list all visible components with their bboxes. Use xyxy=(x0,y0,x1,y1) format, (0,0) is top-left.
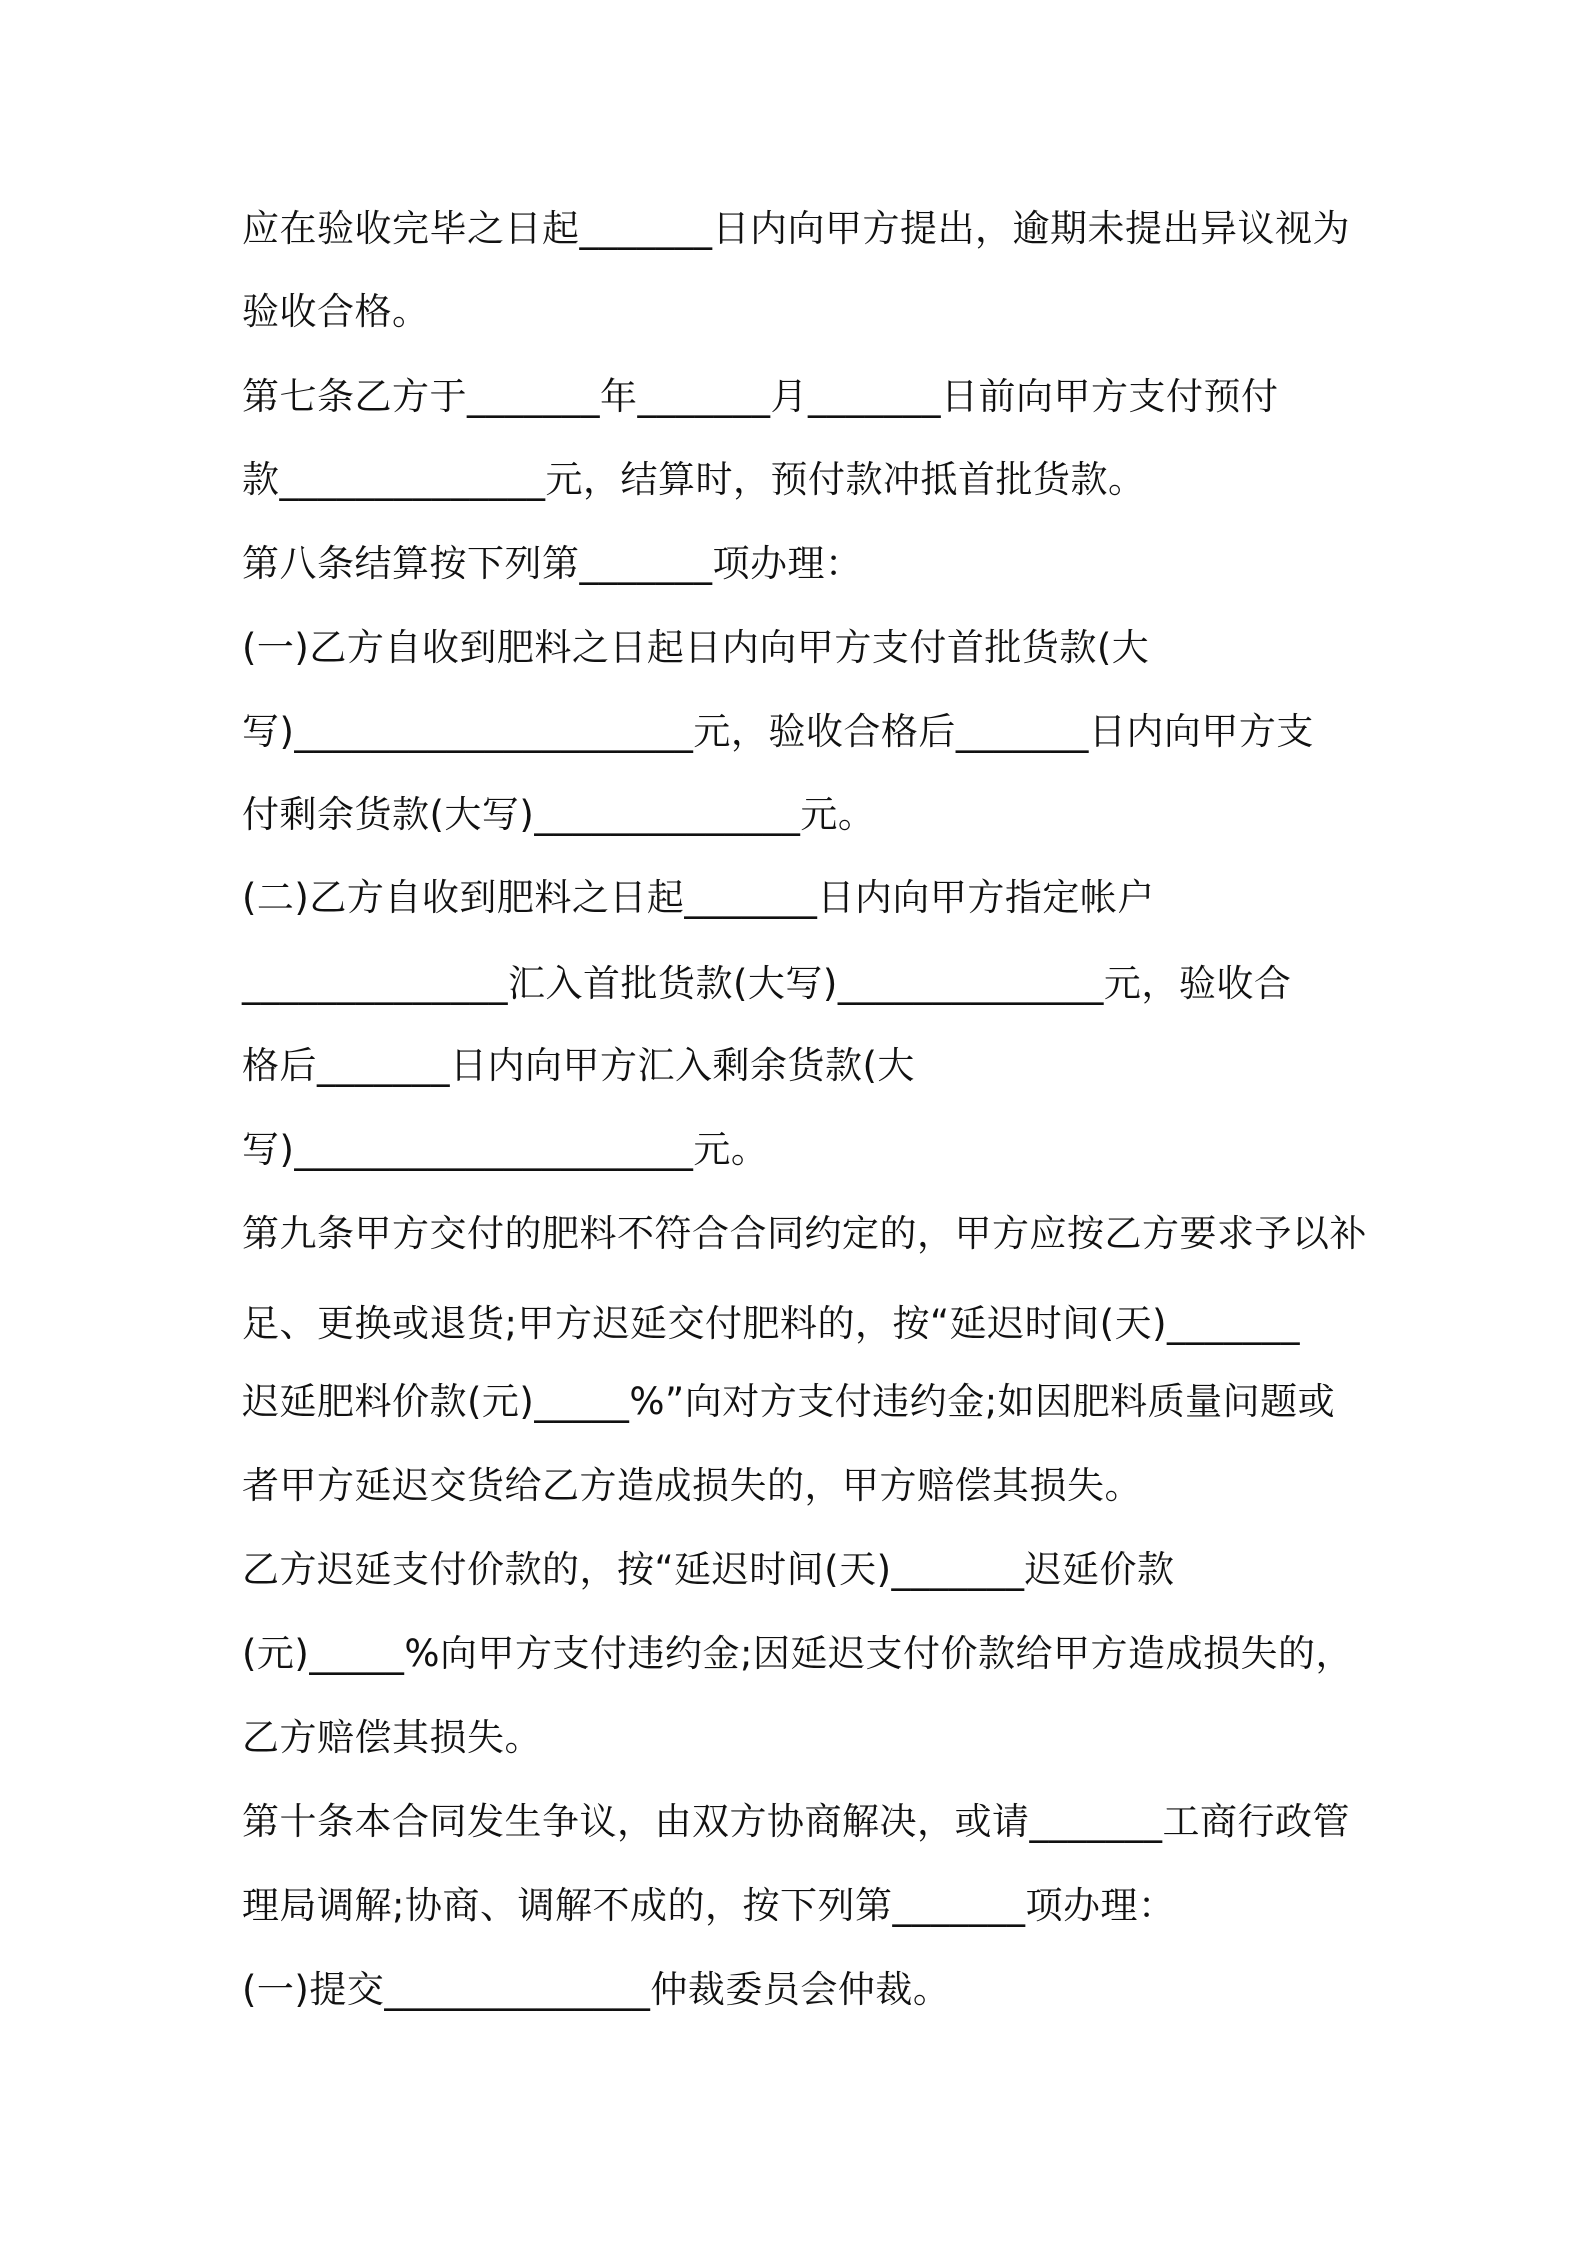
text-line: 迟延肥料价款(元)_____%”向对方支付违约金;如因肥料质量问题或 xyxy=(242,1380,1336,1423)
text-line: (一)提交______________仲裁委员会仲裁。 xyxy=(242,1968,951,2011)
text-line: 第七条乙方于_______年_______月_______日前向甲方支付预付 xyxy=(242,375,1279,418)
text-line: 写)_____________________元，验收合格后_______日内向甲方支 xyxy=(242,710,1314,753)
text-line: 乙方赔偿其损失。 xyxy=(242,1716,542,1759)
text-line: (元)_____%向甲方支付违约金;因延迟支付价款给甲方造成损失的， xyxy=(242,1632,1353,1675)
text-line: 理局调解;协商、调解不成的，按下列第_______项办理： xyxy=(242,1884,1176,1927)
text-line: 第八条结算按下列第_______项办理： xyxy=(242,542,863,585)
text-line: 写)_____________________元。 xyxy=(242,1128,769,1171)
text-line: (一)乙方自收到肥料之日起日内向甲方支付首批货款(大 xyxy=(242,626,1150,669)
text-line: ______________汇入首批货款(大写)______________元，验收合 xyxy=(242,962,1292,1005)
text-line: 第九条甲方交付的肥料不符合合同约定的，甲方应按乙方要求予以补 xyxy=(242,1212,1367,1255)
text-line: 乙方迟延支付价款的，按“延迟时间(天)_______迟延价款 xyxy=(242,1548,1175,1591)
text-line: 验收合格。 xyxy=(242,290,430,333)
text-line: (二)乙方自收到肥料之日起_______日内向甲方指定帐户 xyxy=(242,876,1155,919)
text-line: 第十条本合同发生争议，由双方协商解决，或请_______工商行政管 xyxy=(242,1800,1350,1843)
text-line: 者甲方延迟交货给乙方造成损失的，甲方赔偿其损失。 xyxy=(242,1464,1142,1507)
text-line: 款______________元，结算时，预付款冲抵首批货款。 xyxy=(242,458,1146,501)
text-line: 足、更换或退货;甲方迟延交付肥料的，按“延迟时间(天)_______ xyxy=(242,1302,1301,1345)
text-line: 格后_______日内向甲方汇入剩余货款(大 xyxy=(242,1044,915,1087)
text-line: 付剩余货款(大写)______________元。 xyxy=(242,793,876,836)
text-line: 应在验收完毕之日起_______日内向甲方提出，逾期未提出异议视为 xyxy=(242,207,1350,250)
